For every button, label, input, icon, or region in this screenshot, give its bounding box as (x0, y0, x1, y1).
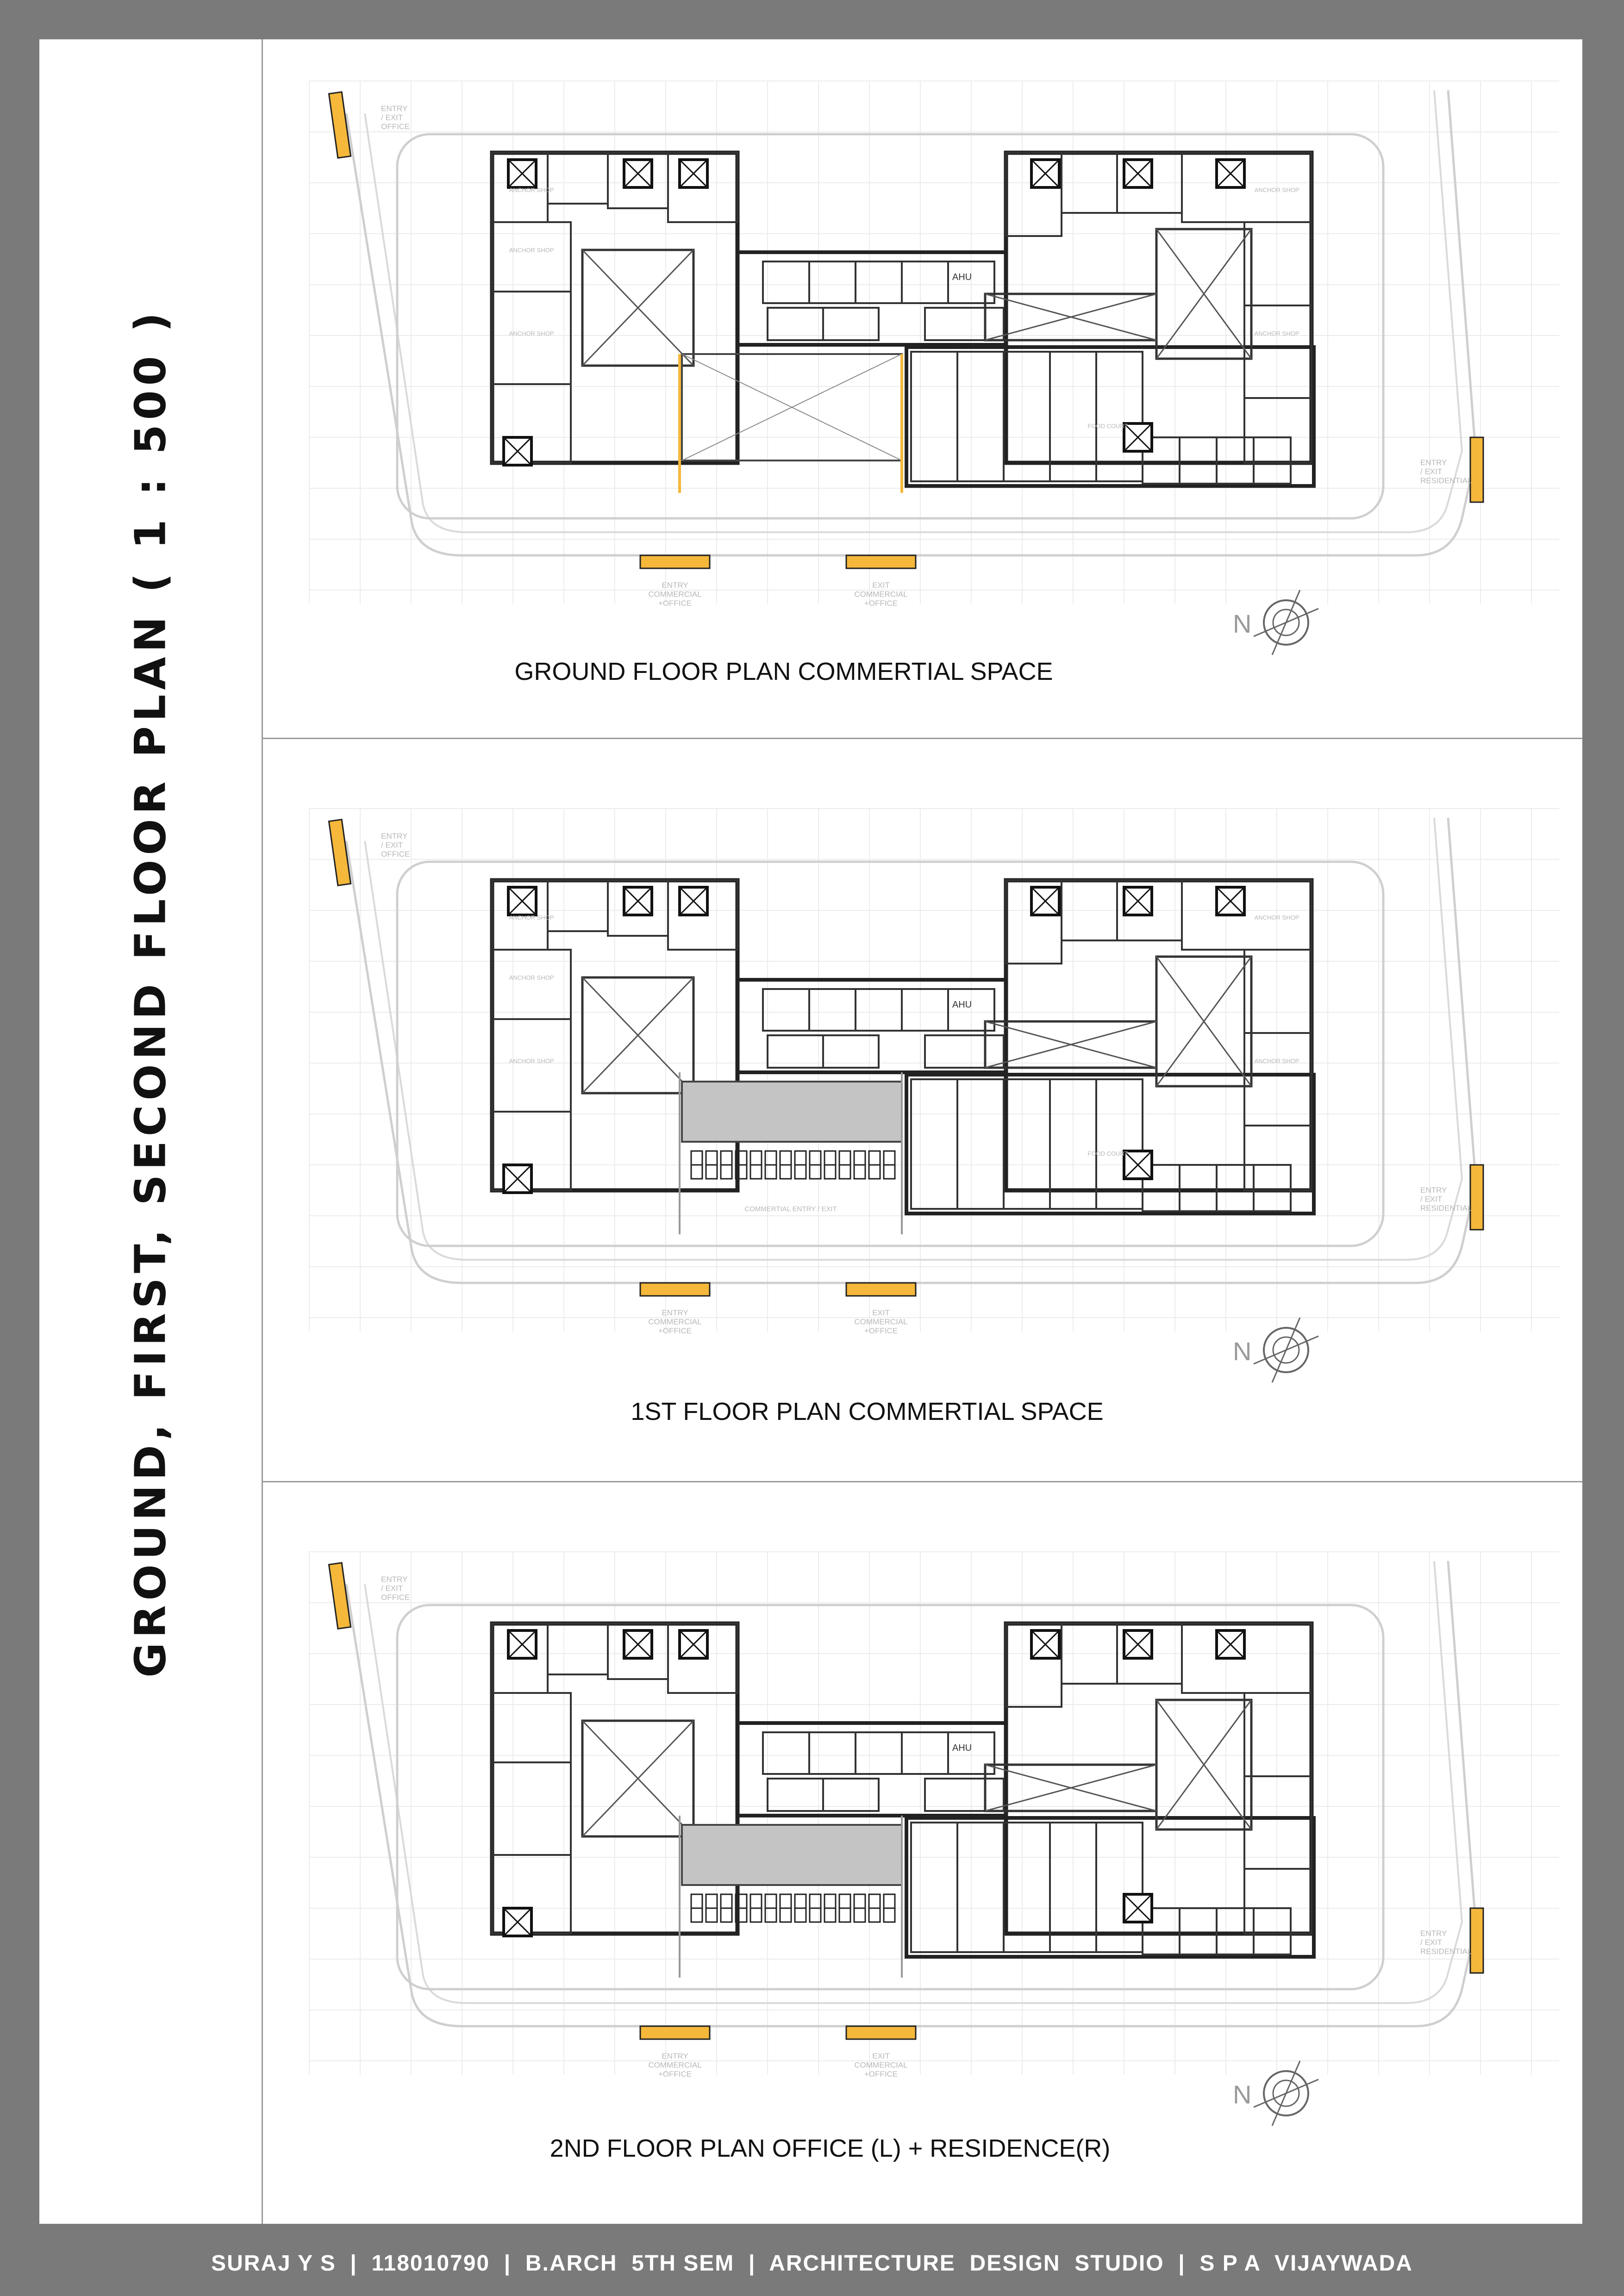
room-partition (1180, 437, 1217, 484)
entry-residential-label: RESIDENTIAL (1420, 1204, 1472, 1213)
north-compass (1233, 1318, 1318, 1382)
seating-unit (839, 1151, 850, 1165)
seating-unit (869, 1908, 880, 1922)
room-partition (902, 261, 948, 303)
right-wing-wall (1006, 1624, 1312, 1934)
room-partition (1244, 1776, 1312, 1869)
anchor-shop-label: ANCHOR SHOP (1254, 914, 1299, 921)
room-partition (1254, 1165, 1291, 1211)
seating-unit (780, 1894, 791, 1908)
seating-unit (854, 1151, 865, 1165)
seating-unit (869, 1165, 880, 1179)
seating-unit (839, 1908, 850, 1922)
seating-unit (721, 1151, 732, 1165)
entry-commercial-label: ENTRY (662, 1308, 688, 1317)
compass-north-label: N (1233, 1337, 1252, 1366)
entry-residential-label: RESIDENTIAL (1420, 476, 1472, 485)
entry-commercial-label: +OFFICE (658, 1326, 692, 1336)
seating-unit (824, 1908, 836, 1922)
food-court-label: FOOD COURT (1087, 423, 1128, 429)
anchor-shop-label: ANCHOR SHOP (509, 330, 554, 337)
seating-unit (691, 1894, 702, 1908)
seating-unit (765, 1894, 776, 1908)
room-partition (911, 352, 957, 481)
entry-residential-label: / EXIT (1420, 467, 1443, 476)
room-partition (1180, 1908, 1217, 1954)
seating-unit (839, 1165, 850, 1179)
seating-unit (839, 1894, 850, 1908)
anchor-shop-label: ANCHOR SHOP (1254, 330, 1299, 337)
seating-unit (884, 1894, 895, 1908)
seating-unit (869, 1151, 880, 1165)
seating-unit (721, 1908, 732, 1922)
seating-unit (691, 1151, 702, 1165)
right-wing-wall (1006, 880, 1312, 1190)
room-partition (809, 1732, 856, 1774)
second-floor-panel (262, 1482, 1582, 2224)
seating-unit (765, 1151, 776, 1165)
entry-residential-label: ENTRY (1420, 458, 1447, 467)
sheet-title: GROUND, FIRST, SECOND FLOOR PLAN ( 1 : 500 ) (125, 308, 175, 1678)
entry-residential-label: / EXIT (1420, 1195, 1443, 1204)
food-court-label: FOOD COURT (1087, 1150, 1128, 1157)
room-partition (1244, 222, 1312, 305)
seating-unit (780, 1908, 791, 1922)
room-partition (492, 1762, 571, 1855)
seating-unit (854, 1165, 865, 1179)
entry-office-label: / EXIT (381, 113, 403, 122)
seating-unit (706, 1908, 717, 1922)
entry-marker-residential (1470, 1908, 1483, 1973)
anchor-shop-label: ANCHOR SHOP (509, 187, 554, 193)
seating-unit (780, 1165, 791, 1179)
entry-residential-label: ENTRY (1420, 1929, 1447, 1938)
compass-north-label: N (1233, 2080, 1252, 2109)
seating-unit (691, 1908, 702, 1922)
seating-unit (750, 1908, 762, 1922)
entry-marker-commercial (640, 1283, 710, 1296)
seating-unit (780, 1151, 791, 1165)
room-partition (856, 261, 902, 303)
room-partition (911, 1079, 957, 1209)
exit-commercial-label: EXIT (872, 581, 890, 590)
north-compass (1233, 2061, 1318, 2126)
seating-unit (795, 1151, 806, 1165)
plan-caption: GROUND FLOOR PLAN COMMERTIAL SPACE (514, 658, 1053, 685)
seating-unit (869, 1894, 880, 1908)
footer-credits: SURAJ Y S | 118010790 | B.ARCH 5TH SEM | ARCHITECTURE DESIGN STUDIO | S P A VIJAYWADA (211, 2251, 1413, 2276)
link-block-wall (737, 252, 1006, 345)
exit-commercial-label: +OFFICE (864, 599, 898, 608)
entry-office-label: OFFICE (381, 850, 410, 859)
commercial-entry-label: COMMERTIAL ENTRY / EXIT (744, 1205, 837, 1213)
anchor-shop-label: ANCHOR SHOP (509, 1058, 554, 1064)
exit-marker-commercial (846, 2026, 916, 2039)
room-partition (1217, 1165, 1254, 1211)
seating-unit (795, 1165, 806, 1179)
room-partition (1244, 1693, 1312, 1776)
seating-unit (691, 1165, 702, 1179)
room-partition (763, 261, 809, 303)
anchor-shop-label: ANCHOR SHOP (1254, 1058, 1299, 1064)
room-partition (1244, 305, 1312, 398)
link-block-wall (737, 980, 1006, 1072)
seating-unit (706, 1894, 717, 1908)
exit-marker-commercial (846, 555, 916, 568)
room-partition (856, 1732, 902, 1774)
seating-unit (765, 1165, 776, 1179)
plan-caption: 1ST FLOOR PLAN COMMERTIAL SPACE (631, 1398, 1104, 1425)
entry-marker-commercial (640, 555, 710, 568)
room-partition (492, 292, 571, 384)
room-partition (809, 989, 856, 1031)
room-partition (1217, 1908, 1254, 1954)
room-partition (902, 989, 948, 1031)
drawing-sheet (39, 39, 1582, 2224)
right-wing-wall (1006, 153, 1312, 463)
first-floor-panel (262, 739, 1582, 1482)
hatched-terrace (682, 1082, 902, 1142)
entry-office-label: OFFICE (381, 122, 410, 131)
room-partition (492, 1019, 571, 1112)
room-partition (902, 1732, 948, 1774)
second-floor-plan-drawing (263, 1482, 1584, 2224)
plan-group (309, 1552, 1559, 2126)
entry-marker-commercial (640, 2026, 710, 2039)
anchor-shop-label: ANCHOR SHOP (509, 974, 554, 981)
seating-unit (810, 1151, 821, 1165)
entry-commercial-label: +OFFICE (658, 2070, 692, 2079)
exit-commercial-label: +OFFICE (864, 1326, 898, 1336)
room-partition (957, 352, 1004, 481)
room-partition (492, 1693, 571, 1762)
seating-unit (884, 1908, 895, 1922)
entry-office-label: ENTRY (381, 832, 408, 840)
seating-unit (810, 1165, 821, 1179)
anchor-shop-label: ANCHOR SHOP (509, 247, 554, 254)
entry-marker-residential (1470, 1165, 1483, 1230)
ahu-label: AHU (952, 272, 972, 282)
link-block-wall (737, 1723, 1006, 1816)
seating-unit (750, 1165, 762, 1179)
compass-north-label: N (1233, 609, 1252, 638)
first-floor-plan-drawing (263, 739, 1584, 1482)
seating-unit (721, 1894, 732, 1908)
entry-commercial-label: ENTRY (662, 581, 688, 590)
title-block-footer (0, 2224, 1624, 2296)
north-compass (1233, 590, 1318, 655)
room-partition (1182, 1624, 1312, 1693)
seating-unit (884, 1165, 895, 1179)
room-partition (548, 153, 608, 204)
entry-office-label: ENTRY (381, 104, 408, 113)
entry-residential-label: ENTRY (1420, 1186, 1447, 1195)
plan-group (309, 81, 1559, 655)
room-partition (548, 880, 608, 931)
room-partition (856, 989, 902, 1031)
entry-marker-residential (1470, 437, 1483, 502)
room-partition (763, 989, 809, 1031)
room-partition (809, 261, 856, 303)
seating-unit (810, 1894, 821, 1908)
ground-floor-plan-drawing (263, 39, 1584, 739)
exit-commercial-label: +OFFICE (864, 2070, 898, 2079)
entry-commercial-label: COMMERCIAL (648, 590, 702, 599)
seating-unit (721, 1165, 732, 1179)
entry-office-label: / EXIT (381, 1584, 403, 1593)
exit-commercial-label: EXIT (872, 2052, 890, 2060)
room-partition (1180, 1165, 1217, 1211)
entry-commercial-label: COMMERCIAL (648, 2060, 702, 2070)
seating-unit (810, 1908, 821, 1922)
entry-office-label: OFFICE (381, 1593, 410, 1602)
room-partition (492, 950, 571, 1019)
exit-commercial-label: COMMERCIAL (854, 590, 908, 599)
seating-unit (824, 1151, 836, 1165)
room-partition (1244, 1033, 1312, 1126)
room-partition (763, 1732, 809, 1774)
ahu-label: AHU (952, 1000, 972, 1010)
entry-commercial-label: COMMERCIAL (648, 1317, 702, 1326)
seating-unit (795, 1894, 806, 1908)
entry-office-label: / EXIT (381, 840, 403, 850)
ground-floor-panel (262, 39, 1582, 739)
room-partition (548, 1624, 608, 1674)
seating-unit (795, 1908, 806, 1922)
seating-unit (750, 1151, 762, 1165)
entry-commercial-label: +OFFICE (658, 599, 692, 608)
anchor-shop-label: ANCHOR SHOP (1254, 187, 1299, 193)
entry-office-label: ENTRY (381, 1575, 408, 1584)
ahu-label: AHU (952, 1743, 972, 1753)
seating-unit (824, 1165, 836, 1179)
seating-unit (750, 1894, 762, 1908)
room-partition (1254, 1908, 1291, 1954)
hatched-terrace (682, 1825, 902, 1885)
sheet-title-strip (39, 39, 262, 2224)
exit-commercial-label: EXIT (872, 1308, 890, 1317)
plan-caption: 2ND FLOOR PLAN OFFICE (L) + RESIDENCE(R) (550, 2134, 1111, 2162)
seating-unit (706, 1151, 717, 1165)
exit-commercial-label: COMMERCIAL (854, 2060, 908, 2070)
entry-commercial-label: ENTRY (662, 2052, 688, 2060)
seating-unit (824, 1894, 836, 1908)
seating-unit (765, 1908, 776, 1922)
exit-marker-commercial (846, 1283, 916, 1296)
seating-unit (854, 1894, 865, 1908)
exit-commercial-label: COMMERCIAL (854, 1317, 908, 1326)
room-partition (957, 1823, 1004, 1952)
room-partition (911, 1823, 957, 1952)
room-partition (1254, 437, 1291, 484)
room-partition (957, 1079, 1004, 1209)
room-partition (492, 222, 571, 292)
anchor-shop-label: ANCHOR SHOP (509, 914, 554, 921)
room-partition (1244, 950, 1312, 1033)
entry-residential-label: RESIDENTIAL (1420, 1947, 1472, 1956)
seating-unit (706, 1165, 717, 1179)
seating-unit (884, 1151, 895, 1165)
entry-residential-label: / EXIT (1420, 1938, 1443, 1947)
seating-unit (854, 1908, 865, 1922)
plan-group (309, 809, 1559, 1382)
room-partition (1217, 437, 1254, 484)
